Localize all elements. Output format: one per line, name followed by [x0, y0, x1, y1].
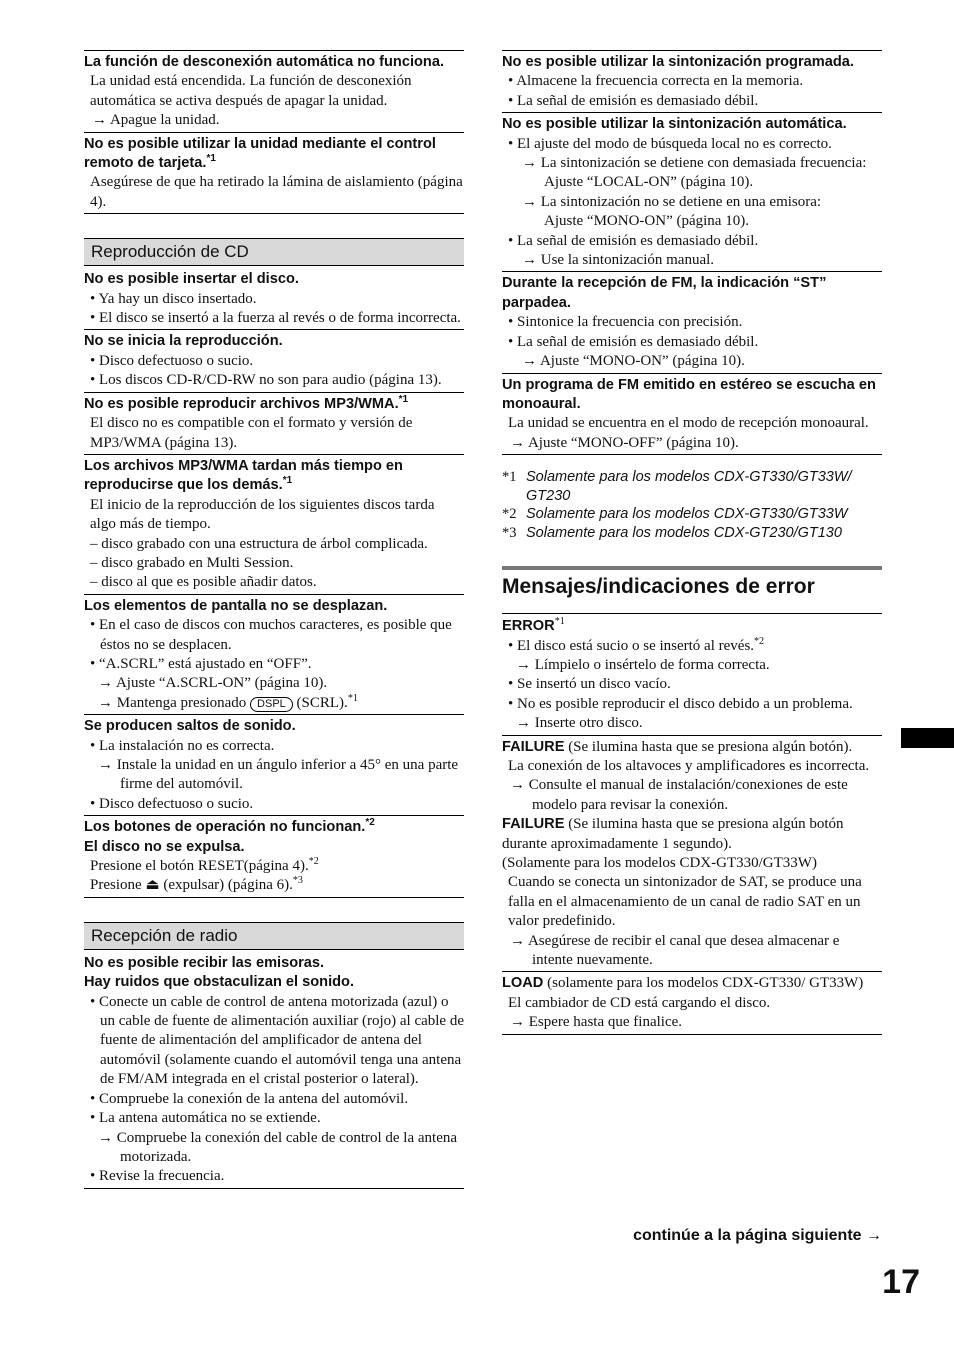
- remedy-text: Ajuste “A.SCRL-ON” (página 10).: [115, 675, 328, 692]
- remedy-text: Ajuste “MONO-ON” (página 10).: [539, 353, 745, 370]
- topic-text: El disco no es compatible con el formato y versión de MP3/WMA (página 13).: [90, 415, 413, 451]
- cause-text: “A.SCRL” está ajustado en “OFF”.: [99, 655, 312, 672]
- eject-icon: ⏏: [145, 877, 160, 894]
- arrow-icon: →: [516, 656, 531, 673]
- cause-text: La señal de emisión es demasiado débil.: [517, 232, 759, 249]
- footnote-ref: *3: [292, 875, 303, 887]
- error-keyword: FAILURE: [502, 816, 565, 833]
- topic-text: Cuando se conecta un sintonizador de SAT, se produce una falla en el almacenamiento de un canal de radio SAT en un valor predefinido.: [508, 874, 862, 930]
- bullet-icon: •: [90, 290, 96, 307]
- dash-icon: –: [90, 554, 98, 571]
- dash-icon: –: [90, 574, 98, 591]
- bullet-icon: •: [508, 637, 514, 654]
- bullet-icon: •: [90, 372, 96, 389]
- arrow-icon: →: [510, 932, 525, 949]
- cause-text: En el caso de discos con muchos caracteres, es posible que éstos no se desplacen.: [99, 617, 452, 653]
- footnote: [502, 468, 882, 505]
- footnote-mark: *1: [502, 469, 517, 486]
- arrow-icon: →: [510, 777, 525, 794]
- cause-text: Compruebe la conexión de la antena del automóvil.: [99, 1090, 409, 1107]
- footnote-mark: *3: [502, 524, 517, 541]
- remedy-text: Límpielo o insértelo de forma correcta.: [534, 656, 770, 673]
- bullet-icon: •: [508, 333, 514, 350]
- bullet-icon: •: [90, 795, 96, 812]
- error-condition: (Se ilumina hasta que se presiona algún botón durante aproximadamente 1 segundo).: [502, 816, 844, 852]
- bullet-icon: •: [508, 92, 514, 109]
- bullet-icon: •: [508, 73, 514, 90]
- footnote-text: Solamente para los modelos CDX-GT330/GT33W/ GT230: [526, 469, 852, 504]
- arrow-icon: →: [98, 757, 113, 773]
- bullet-icon: •: [90, 1110, 96, 1127]
- topic-heading: No es posible recibir las emisoras.: [84, 954, 325, 971]
- topic-heading: Hay ruidos que obstaculizan el sonido.: [84, 974, 355, 991]
- arrow-icon: →: [510, 1014, 525, 1031]
- footnote-ref: *1: [398, 393, 409, 405]
- cause-text: Conecte un cable de control de antena motorizada (azul) o un cable de fuente de alimentación auxiliar (rojo) al cable de fuente de alimentación del amplificador de antena del automóvil (solamente cuando el automóvil tenga una antena de FM/AM integrada en el cristal posterior o lateral).: [99, 993, 464, 1088]
- error-keyword: FAILURE: [502, 738, 565, 755]
- bullet-icon: •: [508, 232, 514, 249]
- bullet-icon: •: [90, 1090, 96, 1107]
- bullet-icon: •: [508, 135, 514, 152]
- right-column: [502, 50, 882, 1035]
- language-thumb-tab: [901, 728, 954, 748]
- cause-text: Sintonice la frecuencia con precisión.: [517, 314, 743, 331]
- footnote: [502, 524, 882, 543]
- topic-heading: Durante la recepción de FM, la indicación “ST” parpadea.: [502, 275, 827, 311]
- topic-st-blinks: [502, 271, 882, 372]
- bullet-icon: •: [508, 314, 514, 331]
- topic-heading: No es posible utilizar la sintonización programada.: [502, 54, 854, 70]
- topic-mp3-slow: [84, 454, 464, 594]
- cause-text: El disco está sucio o se insertó al revés.: [517, 637, 755, 654]
- cause-text: Se insertó un disco vacío.: [517, 676, 671, 693]
- cause-text: El ajuste del modo de búsqueda local no es correcto.: [517, 135, 832, 152]
- bullet-icon: •: [90, 310, 96, 327]
- topic-text: Asegúrese de que ha retirado la lámina de aislamiento (página 4).: [90, 174, 463, 210]
- topic-heading: No es posible utilizar la unidad mediante el control remoto de tarjeta.: [84, 135, 436, 172]
- footnote-text: Solamente para los modelos CDX-GT330/GT33W: [526, 506, 848, 523]
- topic-card-remote: [84, 132, 464, 215]
- cause-text: Disco defectuoso o sucio.: [99, 352, 254, 369]
- topic-mp3-wma: [84, 392, 464, 454]
- topic-auto-tuning: [502, 112, 882, 271]
- list-text: disco al que es posible añadir datos.: [101, 574, 317, 591]
- cause-text: La señal de emisión es demasiado débil.: [517, 92, 759, 109]
- cause-text: La señal de emisión es demasiado débil.: [517, 333, 759, 350]
- remedy-text: (SCRL).: [296, 694, 348, 711]
- cause-text: La instalación no es correcta.: [99, 737, 275, 754]
- list-text: disco grabado con una estructura de árbol complicada.: [101, 535, 428, 552]
- section-heading-errors: Mensajes/indicaciones de error: [502, 566, 882, 614]
- list-text: disco grabado en Multi Session.: [101, 554, 294, 571]
- footnote-ref: *1: [347, 692, 358, 704]
- topic-text: La conexión de los altavoces y amplificadores es incorrecta.: [508, 757, 870, 774]
- remedy-text: Instale la unidad en un ángulo inferior a 45° en una parte firme del automóvil.: [116, 757, 459, 793]
- footnote-mark: *2: [502, 506, 517, 523]
- arrow-icon: →: [866, 1227, 882, 1244]
- topic-heading: El disco no se expulsa.: [84, 838, 245, 855]
- footnote-ref: *2: [365, 817, 375, 829]
- remedy-text: Apague la unidad.: [109, 112, 220, 129]
- topic-text: Presione: [90, 877, 142, 894]
- topic-text: La unidad está encendida. La función de desconexión automática se activa después de apagar la unidad.: [90, 73, 412, 109]
- cause-text: No es posible reproducir el disco debido a un problema.: [517, 695, 853, 712]
- section-heading-radio: Recepción de radio: [84, 922, 464, 950]
- remedy-text: La sintonización no se detiene en una emisora:: [540, 193, 822, 210]
- arrow-icon: →: [510, 434, 525, 451]
- error-failure: [502, 735, 882, 972]
- topic-heading: La función de desconexión automática no funciona.: [84, 54, 445, 70]
- arrow-icon: →: [522, 353, 537, 370]
- remedy-text: Compruebe la conexión del cable de control de la antena motorizada.: [116, 1129, 458, 1165]
- arrow-icon: →: [98, 694, 113, 711]
- bullet-icon: •: [90, 737, 96, 754]
- dash-icon: –: [90, 535, 98, 552]
- topic-auto-off: [84, 50, 464, 132]
- bullet-icon: •: [90, 1168, 96, 1185]
- continue-note: [633, 1226, 882, 1246]
- footnote: [502, 505, 882, 524]
- topic-heading: No es posible utilizar la sintonización automática.: [502, 116, 847, 133]
- bullet-icon: •: [90, 352, 96, 369]
- topic-heading: Los botones de operación no funcionan.: [84, 819, 366, 836]
- footnote-ref: *2: [754, 635, 765, 647]
- remedy-text: Ajuste “MONO-ON” (página 10).: [544, 213, 749, 230]
- topic-text: La unidad se encuentra en el modo de recepción monoaural.: [508, 415, 869, 432]
- topic-text: El inicio de la reproducción de los siguientes discos tarda algo más de tiempo.: [90, 496, 435, 533]
- topic-no-reception: [84, 952, 464, 1189]
- topic-sound-skips: [84, 714, 464, 815]
- topic-no-playback: [84, 329, 464, 391]
- topic-heading: No se inicia la reproducción.: [84, 333, 283, 350]
- topic-heading: No es posible insertar el disco.: [84, 271, 299, 288]
- topic-text: (expulsar) (página 6).: [163, 877, 293, 894]
- page-number: 17: [882, 1263, 920, 1301]
- cause-text: Almacene la frecuencia correcta en la memoria.: [516, 73, 804, 90]
- arrow-icon: →: [98, 1129, 113, 1146]
- arrow-icon: →: [522, 155, 537, 172]
- arrow-icon: →: [92, 112, 107, 129]
- footnote-ref: *2: [308, 856, 319, 868]
- error-condition: (solamente para los modelos CDX-GT330/ GT33W): [547, 975, 864, 992]
- remedy-text: Consulte el manual de instalación/conexiones de este modelo para revisar la conexión.: [528, 777, 848, 813]
- cause-text: El disco se insertó a la fuerza al revés o de forma incorrecta.: [99, 310, 461, 327]
- bullet-icon: •: [90, 993, 96, 1010]
- remedy-text: Espere hasta que finalice.: [528, 1014, 683, 1031]
- error-keyword: LOAD: [502, 975, 544, 992]
- topic-buttons-eject: [84, 815, 464, 898]
- error-keyword: ERROR: [502, 618, 555, 635]
- section-heading-cd: Reproducción de CD: [84, 238, 464, 266]
- topic-stereo-mono: [502, 373, 882, 456]
- remedy-text: Mantenga presionado: [116, 694, 247, 711]
- error-condition: (Se ilumina hasta que se presiona algún botón).: [568, 738, 853, 755]
- topic-heading: Un programa de FM emitido en estéreo se escucha en monoaural.: [502, 376, 876, 412]
- continue-text: continúe a la página siguiente: [633, 1227, 862, 1244]
- topic-heading: Se producen saltos de sonido.: [84, 718, 296, 735]
- remedy-text: Ajuste “MONO-OFF” (página 10).: [527, 434, 739, 451]
- topic-heading: Los elementos de pantalla no se desplazan.: [84, 597, 388, 614]
- footnote-text: Solamente para los modelos CDX-GT230/GT130: [526, 524, 842, 541]
- footnote-ref: *1: [282, 475, 293, 487]
- topic-heading: Los archivos MP3/WMA tardan más tiempo en reproducirse que los demás.: [84, 457, 403, 494]
- topic-no-scroll: [84, 594, 464, 714]
- remedy-text: Inserte otro disco.: [534, 715, 643, 732]
- bullet-icon: •: [508, 695, 514, 712]
- remedy-text: Asegúrese de recibir el canal que desea almacenar e intente nuevamente.: [527, 932, 840, 969]
- footnote-ref: *1: [206, 153, 216, 165]
- remedy-text: La sintonización se detiene con demasiada frecuencia:: [540, 155, 867, 172]
- topic-cannot-insert: [84, 268, 464, 329]
- bullet-icon: •: [90, 617, 96, 634]
- arrow-icon: →: [522, 252, 537, 269]
- footnote-ref: *1: [554, 616, 565, 628]
- error-error: [502, 614, 882, 734]
- cause-text: Ya hay un disco insertado.: [98, 290, 257, 307]
- arrow-icon: →: [98, 675, 113, 692]
- left-column: [84, 50, 464, 1189]
- dspl-button-icon: DSPL: [250, 697, 293, 712]
- topic-text: El cambiador de CD está cargando el disco.: [508, 994, 771, 1011]
- topic-heading: No es posible reproducir archivos MP3/WMA.: [84, 395, 399, 412]
- topic-preset-tuning: [502, 50, 882, 112]
- arrow-icon: →: [522, 193, 537, 210]
- remedy-text: Ajuste “LOCAL-ON” (página 10).: [544, 174, 754, 191]
- cause-text: Revise la frecuencia.: [99, 1168, 225, 1185]
- cause-text: Disco defectuoso o sucio.: [99, 795, 254, 812]
- remedy-text: Use la sintonización manual.: [540, 252, 715, 269]
- cause-text: La antena automática no se extiende.: [99, 1110, 321, 1127]
- model-note: (Solamente para los modelos CDX-GT330/GT33W): [502, 855, 817, 871]
- bullet-icon: •: [90, 655, 96, 672]
- topic-text: Presione el botón RESET(página 4).: [90, 858, 309, 875]
- error-load: [502, 971, 882, 1034]
- cause-text: Los discos CD-R/CD-RW no son para audio (página 13).: [99, 372, 442, 389]
- arrow-icon: →: [516, 715, 531, 732]
- bullet-icon: •: [508, 676, 514, 693]
